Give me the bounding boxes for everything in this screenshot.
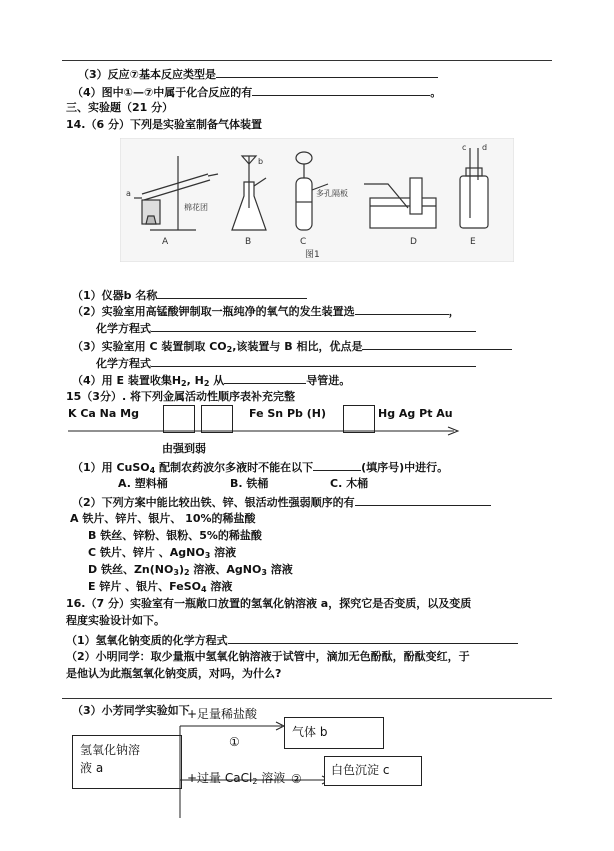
- direction-label: 由强到弱: [162, 442, 206, 455]
- q14-p1-blank[interactable]: [157, 287, 307, 299]
- direction-arrow: [68, 426, 460, 436]
- q13-line3-label: （3）反应⑦基本反应类型是: [78, 68, 216, 81]
- q14-p4-sub1: 2: [181, 379, 187, 388]
- label-small-c: c: [462, 143, 467, 152]
- flow-top-result: 气体 b: [292, 725, 328, 739]
- q14-p2b-label: 化学方程式: [96, 322, 151, 335]
- q14-p3b: [96, 355, 476, 371]
- q14-p3b-label: 化学方程式: [96, 357, 151, 370]
- q15-option-D-mid2: 溶液、AgNO: [189, 563, 262, 576]
- q15-p1: [72, 459, 448, 475]
- label-d: D: [410, 237, 417, 247]
- figure-caption: 图1: [305, 250, 320, 260]
- flow-top-step: ①: [229, 735, 240, 749]
- q14-p2a-blank[interactable]: [355, 303, 449, 315]
- q14-p3a-pre: （3）实验室用 C 装置制取 CO: [72, 340, 227, 353]
- q14-p3a-sub: 2: [226, 345, 233, 354]
- q14-p3b-blank[interactable]: [151, 355, 476, 367]
- seq-left: K Ca Na Mg: [68, 407, 139, 420]
- q14-p2a-end: ，: [448, 305, 460, 318]
- q15-option-C-sub: 3: [204, 551, 211, 560]
- label-small-b: b: [258, 157, 264, 166]
- q15-option-E[interactable]: [88, 580, 232, 594]
- flow-bottom-reagent: [187, 770, 285, 786]
- q15-opt-a[interactable]: A. 塑料桶: [118, 477, 168, 490]
- flow-bottom-step: ②: [291, 772, 302, 786]
- q16-p1-label: （1）氢氧化钠变质的化学方程式: [66, 634, 228, 647]
- q16-title-line2: 程度实验设计如下。: [66, 614, 165, 627]
- label-plate: 多孔隔板: [316, 189, 348, 198]
- q14-p4-mid: , H: [186, 374, 204, 387]
- flow-bottom-reagent-pre: +过量 CaCl: [187, 771, 253, 785]
- section-title: 三、实验题（21 分）: [66, 101, 174, 114]
- label-cotton: 棉花团: [184, 203, 208, 212]
- label-small-a: a: [126, 189, 131, 198]
- flow-bottom-reagent-post: 溶液: [257, 771, 286, 785]
- label-small-d: d: [482, 143, 488, 152]
- q15-option-C-pre: C 铁片、锌片 、AgNO: [88, 546, 205, 559]
- q15-option-E-post: 溶液: [206, 580, 233, 593]
- q16-p1: [66, 632, 518, 648]
- q14-p3a-blank[interactable]: [362, 338, 512, 350]
- q15-option-D-sub1: 3: [173, 568, 179, 577]
- seq-mid: Fe Sn Pb (H): [249, 407, 326, 420]
- q14-p4-pre: （4）用 E 装置收集H: [72, 374, 182, 387]
- q14-p1-label: （1）仪器b 名称: [72, 289, 158, 302]
- q14-p2a-label: （2）实验室用高锰酸钾制取一瓶纯净的氧气的发生装置选: [72, 305, 355, 318]
- mid-rule: [62, 698, 552, 699]
- flow-start-line2: 液 a: [80, 761, 104, 775]
- flow-bottom-reagent-sub: 2: [252, 777, 258, 786]
- q15-option-D-sub2: 2: [183, 568, 190, 577]
- q15-option-D-pre: D 铁丝、Zn(NO: [88, 563, 174, 576]
- q15-option-B[interactable]: B 铁丝、锌粉、银粉、5%的稀盐酸: [88, 529, 262, 542]
- q15-title: 15（3分）. 将下列金属活动性顺序表补充完整: [66, 390, 295, 403]
- q15-option-C-post: 溶液: [210, 546, 237, 559]
- q15-option-D-mid1: ): [178, 563, 184, 576]
- q13-line4: [72, 84, 441, 100]
- q13-line3-blank[interactable]: [216, 66, 438, 78]
- q13-line3: [78, 66, 438, 82]
- flow-bottom-result: 白色沉淀 c: [331, 763, 390, 777]
- q14-p4-end: 导管进。: [306, 374, 351, 387]
- q15-option-C[interactable]: [88, 546, 236, 560]
- q16-p2-line1: （2）小明同学：取少量瓶中氢氧化钠溶液于试管中，滴加无色酚酞，酚酞变红，于: [66, 650, 470, 663]
- q15-p2-blank[interactable]: [355, 494, 491, 506]
- flow-top-reagent: +足量稀盐酸: [187, 707, 258, 721]
- q15-p1-blank[interactable]: [313, 459, 361, 471]
- q15-option-A[interactable]: A 铁片、锌片、银片、 10%的稀盐酸: [70, 512, 256, 525]
- q15-option-E-pre: E 锌片 、银片、FeSO: [88, 580, 201, 593]
- q14-p2b-blank[interactable]: [151, 320, 476, 332]
- label-b: B: [245, 237, 252, 247]
- q15-option-D-post: 溶液: [266, 563, 293, 576]
- q14-p4: [72, 372, 350, 388]
- q14-title: 14.（6 分）下列是实验室制备气体装置: [66, 118, 262, 131]
- q15-option-E-sub: 4: [200, 585, 207, 594]
- q15-p2-label: （2）下列方案中能比较出铁、锌、银活动性强弱顺序的有: [72, 496, 355, 509]
- q14-p2b: [96, 320, 476, 336]
- label-a: A: [162, 237, 169, 247]
- q15-opt-c[interactable]: C. 木桶: [330, 477, 369, 490]
- label-c: C: [300, 237, 307, 247]
- q15-opt-b[interactable]: B. 铁桶: [230, 477, 269, 490]
- flow-start-line1: 氢氧化钠溶: [80, 743, 141, 757]
- q15-p1-end: (填序号)中进行。: [361, 461, 449, 474]
- q16-title-line1: 16.（7 分）实验室有一瓶敞口放置的氢氧化钠溶液 a，探究它是否变质，以及变质: [66, 597, 472, 610]
- q14-p3a: [72, 338, 512, 354]
- apparatus-figure: [120, 138, 514, 262]
- label-e: E: [470, 237, 476, 247]
- q13-line4-blank[interactable]: [252, 84, 430, 96]
- q14-p1: [72, 287, 307, 303]
- q14-p3a-post: ,该装置与 B 相比，优点是: [232, 340, 363, 353]
- q14-p4-sub2: 2: [203, 379, 210, 388]
- q13-line4-end: 。: [430, 86, 442, 99]
- q14-p4-blank[interactable]: [224, 372, 306, 384]
- q13-line4-label: （4）图中①—⑦中属于化合反应的有: [72, 86, 253, 99]
- q14-p4-post: 从: [209, 374, 225, 387]
- top-rule: [62, 60, 552, 61]
- seq-right: Hg Ag Pt Au: [378, 407, 453, 420]
- q16-p3: （3）小芳同学实验如下: [72, 704, 190, 717]
- q15-p1-sub: 4: [149, 466, 156, 475]
- q15-p2: [72, 494, 491, 510]
- q15-option-D-sub3: 3: [261, 568, 267, 577]
- q15-option-D[interactable]: [88, 563, 293, 577]
- q15-p1-pre: （1）用 CuSO: [72, 461, 150, 474]
- q16-p2-line2: 是他认为此瓶氢氧化钠变质，对吗，为什么?: [66, 667, 282, 680]
- q14-p2a: [72, 303, 460, 319]
- q16-p1-blank[interactable]: [228, 632, 518, 644]
- q15-p1-post: 配制农药波尔多液时不能在以下: [155, 461, 314, 474]
